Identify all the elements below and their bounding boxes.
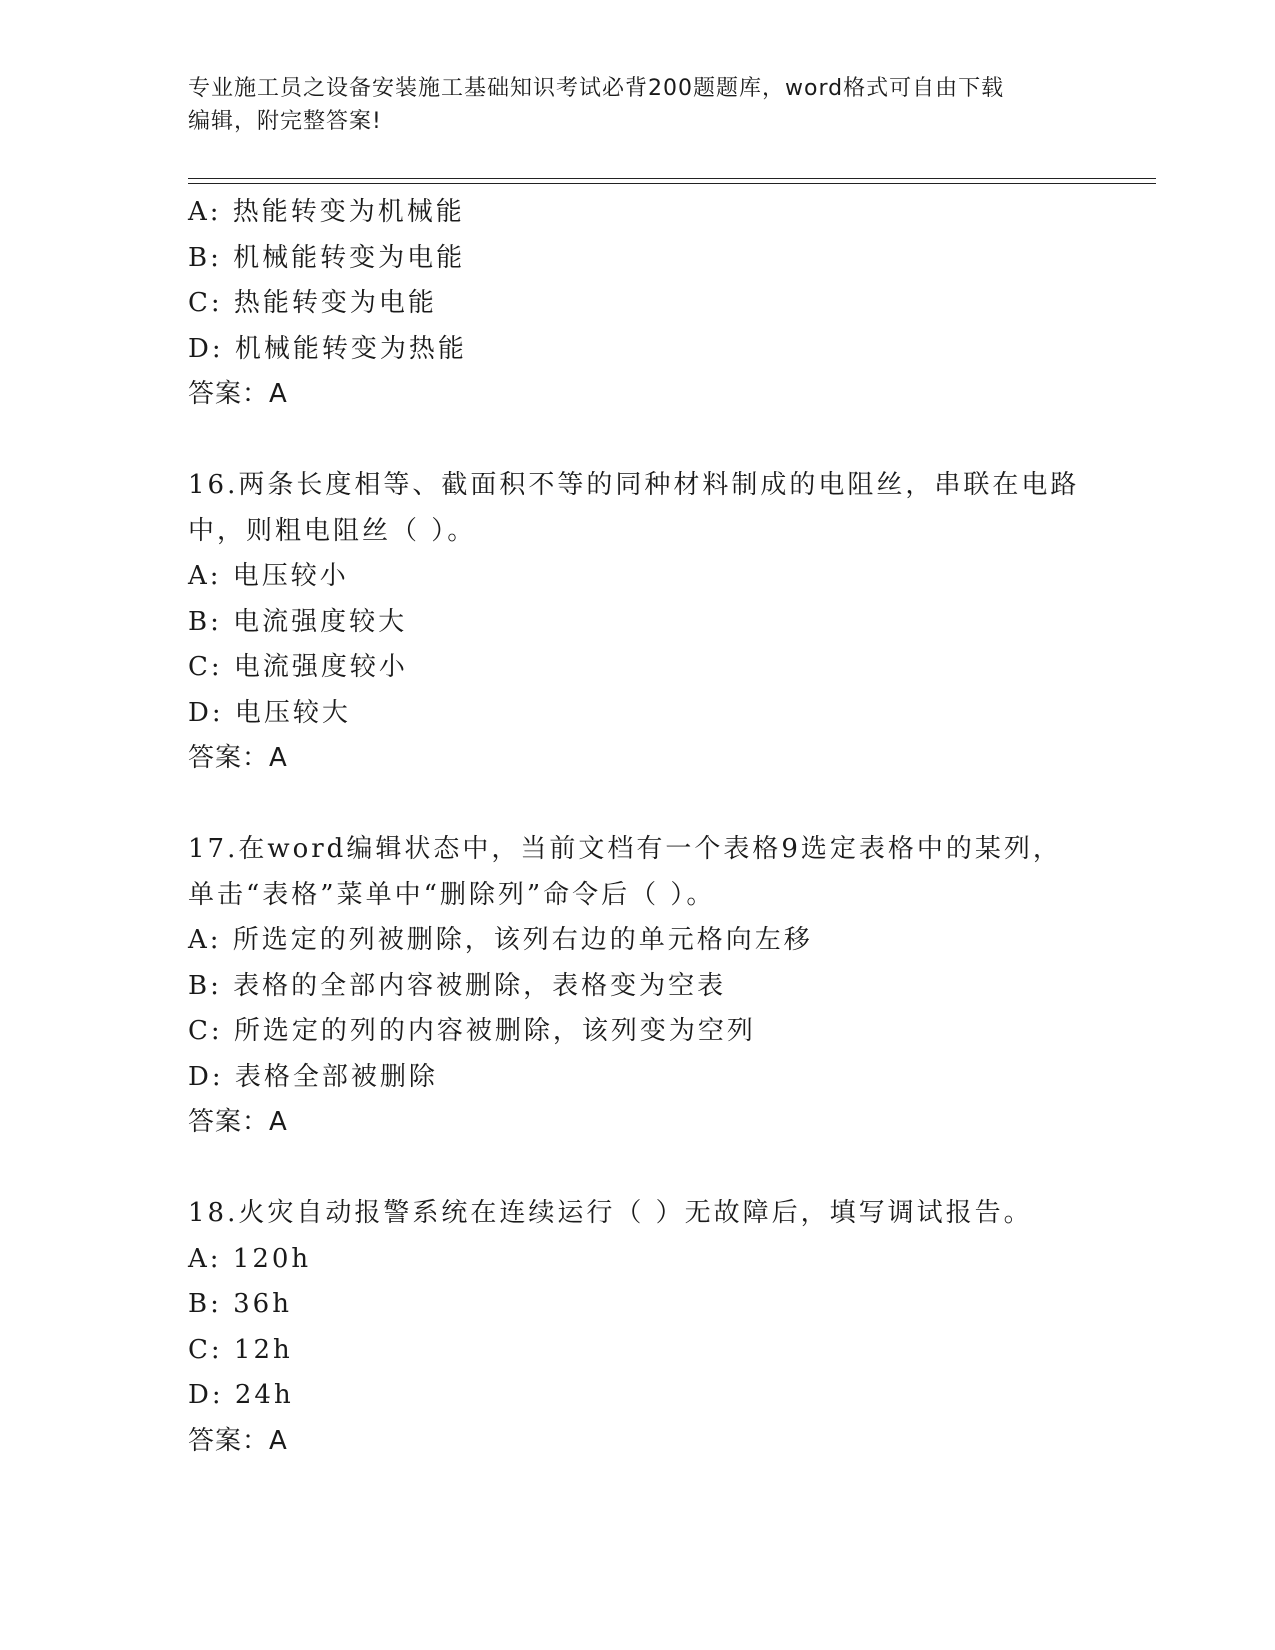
question-16-option-d: D: 电压较大 — [188, 697, 351, 728]
question-17-option-c: C: 所选定的列的内容被删除，该列变为空列 — [188, 1016, 756, 1046]
question-18-option-d: D: 24h — [188, 1380, 294, 1410]
question-15-option-d: D: 机械能转变为热能 — [188, 333, 467, 364]
header-title-line-1: 专业施工员之设备安装施工基础知识考试必背200题题库，word格式可自由下载 — [188, 76, 1005, 101]
header-divider-top — [188, 178, 1156, 179]
question-16-option-a: A: 电压较小 — [188, 561, 349, 591]
question-16-stem-line-2: 中，则粗电阻丝（ ）。 — [188, 515, 477, 546]
header-divider-bottom — [188, 183, 1156, 184]
question-18-answer: 答案：A — [188, 1425, 288, 1456]
document-header — [188, 72, 1088, 138]
question-17-option-b: B: 表格的全部内容被删除，表格变为空表 — [188, 970, 727, 1001]
question-15-answer: 答案：A — [188, 379, 288, 409]
question-18 — [188, 1191, 1148, 1464]
question-15-option-c: C: 热能转变为电能 — [188, 288, 437, 318]
header-title-line-2: 编辑，附完整答案! — [188, 109, 382, 134]
question-16-stem-line-1: 16.两条长度相等、截面积不等的同种材料制成的电阻丝，串联在电路 — [188, 470, 1080, 500]
question-18-option-c: C: 12h — [188, 1334, 293, 1365]
question-15 — [188, 190, 1148, 418]
question-16 — [188, 463, 1148, 782]
question-18-stem-line-1: 18.火灾自动报警系统在连续运行（ ）无故障后，填写调试报告。 — [188, 1198, 1033, 1228]
question-18-option-b: B: 36h — [188, 1289, 292, 1319]
question-15-option-b: B: 机械能转变为电能 — [188, 242, 466, 273]
question-15-option-a: A: 热能转变为机械能 — [188, 197, 465, 227]
question-17-stem-line-1: 17.在word编辑状态中，当前文档有一个表格9选定表格中的某列， — [188, 834, 1062, 864]
spacer — [188, 1146, 1148, 1192]
question-16-option-c: C: 电流强度较小 — [188, 652, 408, 682]
question-17-option-d: D: 表格全部被删除 — [188, 1061, 438, 1092]
question-17-answer: 答案：A — [188, 1107, 288, 1137]
question-list — [188, 190, 1148, 1464]
question-16-option-b: B: 电流强度较大 — [188, 606, 408, 637]
question-17-option-a: A: 所选定的列被删除，该列右边的单元格向左移 — [188, 925, 813, 955]
spacer — [188, 782, 1148, 828]
question-17-stem-line-2: 单击“表格”菜单中“删除列”命令后（ ）。 — [188, 879, 716, 910]
question-18-option-a: A: 120h — [188, 1243, 312, 1274]
spacer — [188, 418, 1148, 464]
question-17 — [188, 827, 1148, 1146]
question-16-answer: 答案：A — [188, 743, 288, 773]
